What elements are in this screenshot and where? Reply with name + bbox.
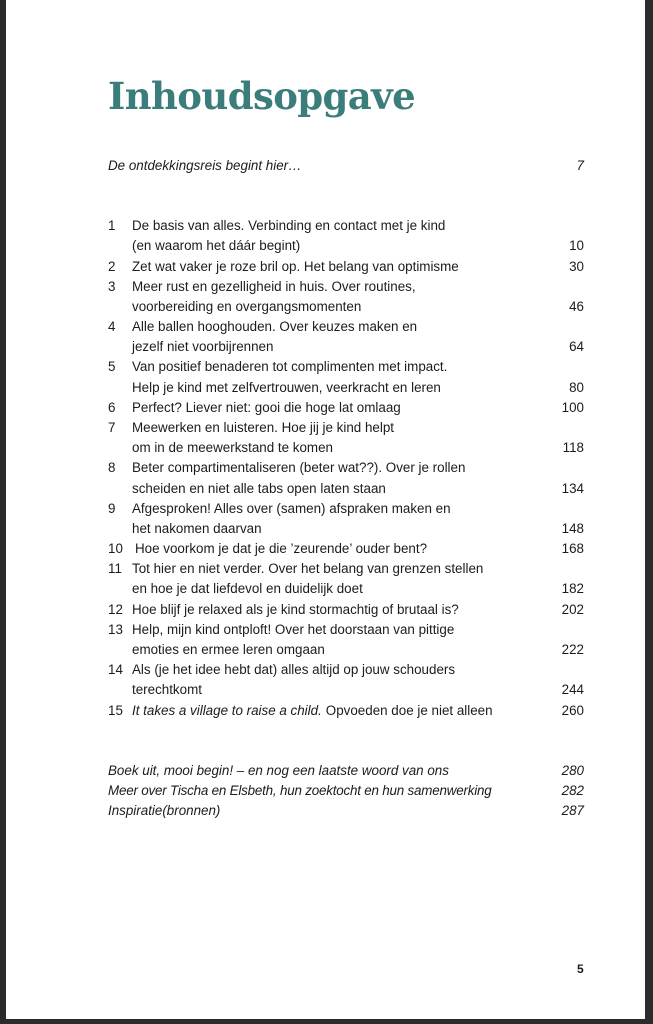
chapter-title-line1 (132, 701, 493, 721)
chapter-title-line2: (en waarom het dáár begint) (132, 238, 301, 253)
toc-chapter-2 (108, 257, 584, 277)
chapter-title-line1: Hoe blijf je relaxed als je kind stormachtig of brutaal is? (132, 602, 459, 617)
chapter-title-line2: voorbereiding en overgangsmomenten (132, 299, 362, 314)
chapter-number: 11 (108, 561, 122, 576)
chapter-title-line1: Als (je het idee hebt dat) alles altijd op jouw schouders (132, 662, 456, 677)
chapter-number: 9 (108, 501, 116, 516)
toc-chapter-5 (108, 357, 584, 377)
chapter-number: 2 (108, 259, 116, 274)
chapter-number: 1 (108, 218, 116, 233)
chapter-page-number: 100 (561, 400, 584, 415)
toc-chapter-7-cont (108, 438, 584, 458)
chapter-page-number: 182 (561, 581, 584, 596)
chapter-title-line1: Alle ballen hooghouden. Over keuzes maken en (132, 319, 418, 334)
page-number: 5 (577, 962, 584, 976)
toc-chapter-9 (108, 499, 584, 519)
toc-page-number: 280 (561, 763, 584, 778)
chapter-title-line1: Tot hier en niet verder. Over het belang van grenzen stellen (132, 561, 484, 576)
chapter-page-number: 168 (561, 541, 584, 556)
chapter-number: 5 (108, 359, 116, 374)
chapter-page-number: 260 (561, 703, 584, 718)
chapter-title-line2: en hoe je dat liefdevol en duidelijk doet (132, 581, 363, 596)
chapter-title-rest: Opvoeden doe je niet alleen (325, 703, 493, 718)
toc-page-number: 287 (561, 803, 584, 818)
toc-chapter-10 (108, 539, 584, 559)
chapter-title-line1: Hoe voorkom je dat je die ’zeurende’ ouder bent? (135, 541, 428, 556)
chapter-title-line1: Help, mijn kind ontploft! Over het doorstaan van pittige (132, 622, 455, 637)
chapter-title-line1: Zet wat vaker je roze bril op. Het belang van optimisme (132, 259, 459, 274)
toc-entry-title: Meer over Tischa en Elsbeth, hun zoektocht en hun samenwerking (108, 783, 492, 798)
toc-chapter-4-cont (108, 337, 584, 357)
toc-chapter-6 (108, 398, 584, 418)
toc-chapter-1-cont (108, 236, 584, 256)
toc-page-number: 282 (561, 783, 584, 798)
chapter-page-number: 244 (561, 682, 584, 697)
chapter-title-line1: Perfect? Liever niet: gooi die hoge lat omlaag (132, 400, 401, 415)
toc-chapter-3-cont (108, 297, 584, 317)
toc-chapter-1 (108, 216, 584, 236)
toc-intro (108, 156, 584, 176)
chapter-page-number: 148 (561, 521, 584, 536)
chapter-title-line1: Van positief benaderen tot complimenten met impact. (132, 359, 448, 374)
toc-page-number: 7 (576, 158, 584, 173)
chapter-title-line1: Beter compartimentaliseren (beter wat??). Over je rollen (132, 460, 466, 475)
chapter-page-number: 80 (569, 380, 584, 395)
toc-chapter-8-cont (108, 479, 584, 499)
toc-entry-title: Boek uit, mooi begin! – en nog een laatste woord van ons (108, 763, 449, 778)
chapter-page-number: 134 (561, 481, 584, 496)
chapter-title-line2: het nakomen daarvan (132, 521, 262, 536)
chapter-title-line2: terechtkomt (132, 682, 202, 697)
chapter-number: 8 (108, 460, 116, 475)
chapter-page-number: 222 (561, 642, 584, 657)
chapter-title-line2: jezelf niet voorbijrennen (132, 339, 274, 354)
toc-chapter-7 (108, 418, 584, 438)
chapter-title-line1: Meer rust en gezelligheid in huis. Over routines, (132, 279, 416, 294)
chapter-title-italic: It takes a village to raise a child. (132, 703, 322, 718)
chapter-title-line1: Afgesproken! Alles over (samen) afspraken maken en (132, 501, 451, 516)
toc-chapter-13-cont (108, 640, 584, 660)
chapter-page-number: 202 (561, 602, 584, 617)
chapter-number: 7 (108, 420, 116, 435)
toc-entry-title: De ontdekkingsreis begint hier… (108, 158, 302, 173)
toc-chapter-8 (108, 458, 584, 478)
chapter-title-line2: emoties en ermee leren omgaan (132, 642, 325, 657)
toc-chapter-9-cont (108, 519, 584, 539)
toc-chapter-14-cont (108, 680, 584, 700)
chapter-number: 10 (108, 541, 123, 556)
chapter-page-number: 118 (562, 440, 584, 455)
chapter-page-number: 64 (569, 339, 584, 354)
toc-chapter-5-cont (108, 378, 584, 398)
page-title: Inhoudsopgave (108, 74, 416, 118)
chapter-page-number: 30 (569, 259, 584, 274)
toc-endmatter-2 (108, 781, 584, 801)
toc-chapter-12 (108, 600, 584, 620)
book-page (6, 0, 645, 1019)
chapter-title-line2: om in de meewerkstand te komen (132, 440, 333, 455)
toc-entry-title: Inspiratie(bronnen) (108, 803, 221, 818)
chapter-title-line1: De basis van alles. Verbinding en contact met je kind (132, 218, 446, 233)
chapter-number: 14 (108, 662, 123, 677)
toc-chapter-11 (108, 559, 584, 579)
toc-chapter-14 (108, 660, 584, 680)
chapter-title-line1: Meewerken en luisteren. Hoe jij je kind helpt (132, 420, 395, 435)
chapter-number: 13 (108, 622, 123, 637)
chapter-number: 6 (108, 400, 116, 415)
toc-chapter-15 (108, 701, 584, 721)
chapter-number: 4 (108, 319, 116, 334)
chapter-number: 3 (108, 279, 116, 294)
chapter-number: 12 (108, 602, 123, 617)
chapter-title-line2: scheiden en niet alle tabs open laten staan (132, 481, 386, 496)
chapter-number: 15 (108, 703, 123, 718)
chapter-page-number: 46 (569, 299, 584, 314)
toc-chapter-4 (108, 317, 584, 337)
toc-endmatter-3 (108, 801, 584, 821)
toc-chapter-3 (108, 277, 584, 297)
chapter-page-number: 10 (569, 238, 584, 253)
chapter-title-line2: Help je kind met zelfvertrouwen, veerkracht en leren (132, 380, 441, 395)
toc-chapter-11-cont (108, 579, 584, 599)
toc-chapter-13 (108, 620, 584, 640)
toc-endmatter-1 (108, 761, 584, 781)
